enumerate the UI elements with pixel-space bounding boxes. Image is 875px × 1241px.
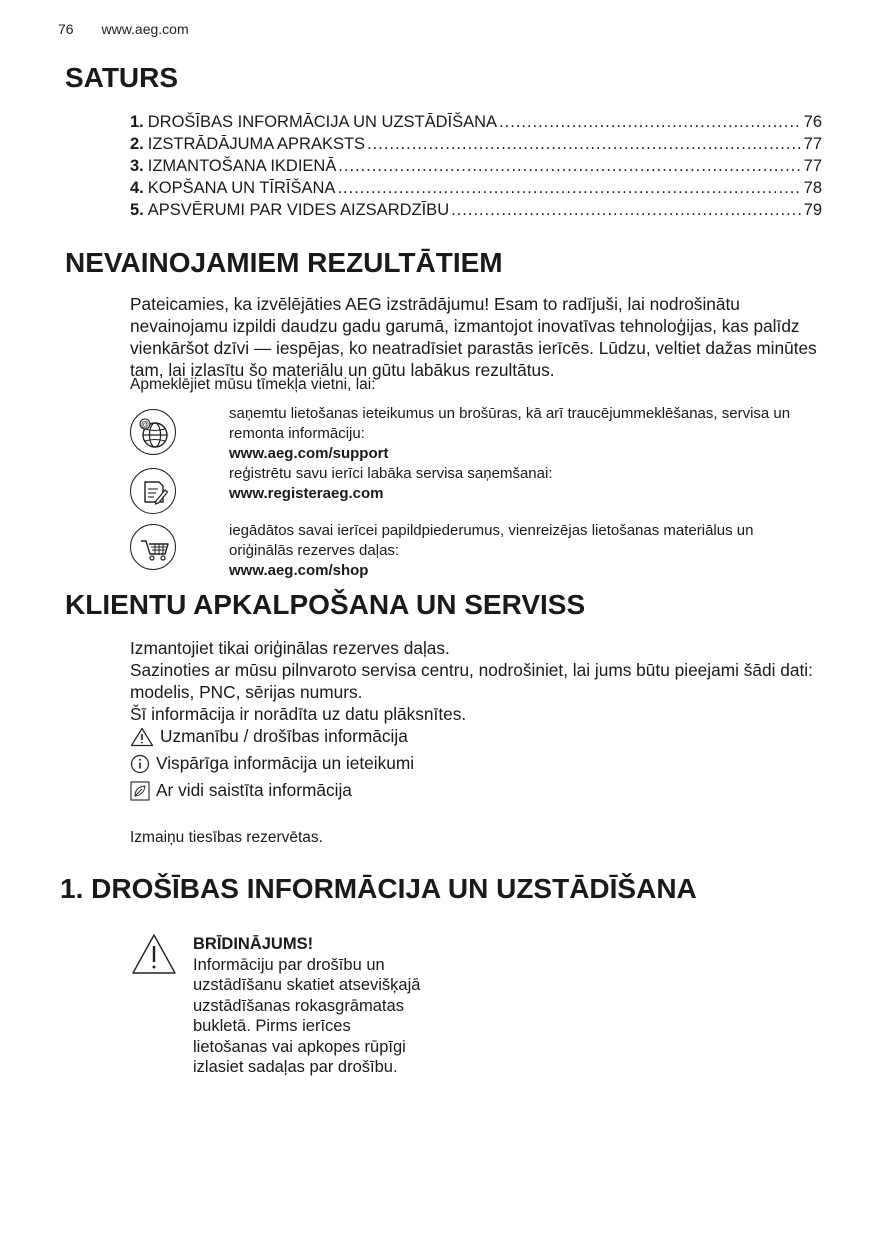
register-link[interactable]: www.registeraeg.com <box>229 485 384 502</box>
support-item: saņemtu lietošanas ieteikumus un brošūras, kā arī traucējummeklēšanas, servisa un remonta informāciju: www.aeg.com/support <box>229 404 819 464</box>
toc-item-label: DROŠĪBAS INFORMĀCIJA UN UZSTĀDĪŠANA <box>147 113 498 131</box>
info-icon <box>130 754 150 774</box>
shop-link[interactable]: www.aeg.com/shop <box>229 562 369 579</box>
toc-item-page: 77 <box>803 135 822 153</box>
globe-icon <box>130 409 176 455</box>
table-of-contents <box>130 111 822 221</box>
toc-item-label: IZMANTOŠANA IKDIENĀ <box>147 157 337 175</box>
toc-item[interactable]: 1. DROŠĪBAS INFORMĀCIJA UN UZSTĀDĪŠANA ..... 76 <box>130 111 822 133</box>
warning-icon <box>130 727 154 747</box>
legend-info <box>130 753 414 774</box>
shop-item: iegādātos savai ierīcei papildpiederumus, vienreizējas lietošanas materiālus un oriģinālās rezerves daļas: www.aeg.com/shop <box>229 521 819 581</box>
legend-label: Ar vidi saistīta informācija <box>156 780 352 800</box>
toc-item[interactable]: 3. IZMANTOŠANA IKDIENĀ ..... 77 <box>130 155 822 177</box>
warning-title: BRĪDINĀJUMS! <box>193 935 314 953</box>
rights-notice: Izmaiņu tiesības rezervētas. <box>130 829 323 846</box>
support-link[interactable]: www.aeg.com/support <box>229 445 389 462</box>
page-header <box>58 21 189 37</box>
leaf-icon <box>130 781 150 801</box>
toc-item-page: 78 <box>803 179 822 197</box>
register-item: reģistrētu savu ierīci labāka servisa saņemšanai: www.registeraeg.com <box>229 464 819 504</box>
svg-text:@: @ <box>141 420 149 429</box>
toc-item-page: 79 <box>803 201 822 219</box>
toc-item[interactable]: 2. IZSTRĀDĀJUMA APRAKSTS ..... 77 <box>130 133 822 155</box>
toc-item[interactable]: 5. APSVĒRUMI PAR VIDES AIZSARDZĪBU ..... 79 <box>130 199 822 221</box>
toc-item-label: APSVĒRUMI PAR VIDES AIZSARDZĪBU <box>147 201 450 219</box>
toc-item[interactable]: 4. KOPŠANA UN TĪRĪŠANA ..... 78 <box>130 177 822 199</box>
header-url: www.aeg.com <box>101 21 189 37</box>
toc-item-label: IZSTRĀDĀJUMA APRAKSTS <box>147 135 366 153</box>
toc-item-page: 77 <box>803 157 822 175</box>
results-title: NEVAINOJAMIEM REZULTĀTIEM <box>65 247 503 278</box>
intro-paragraph: Pateicamies, ka izvēlējāties AEG izstrādājumu! Esam to radījuši, lai nodrošinātu nevainojamu izpildi daudzu gadu garumā, izmantojot inovatīvas tehnoloģijas, kas palīdz vienkāršot dzīvi — iespējas, ko neatradīsiet parastās ierīcēs. Lūdzu, veltiet dažas minūtes tam, lai izlasītu šo materiālu un gūtu labākus rezultātus. <box>130 294 817 380</box>
legend-warning <box>130 726 408 747</box>
legend-label: Vispārīga informācija un ieteikumi <box>156 753 415 773</box>
toc-title: SATURS <box>65 62 179 93</box>
register-icon <box>130 468 176 514</box>
warning-text: Informāciju par drošību un uzstādīšanu skatiet atsevišķajā uzstādīšanas rokasgrāmatas bukletā. Pirms ierīces lietošanas vai apkopes rūpīgi izlasiet sadaļas par drošību. <box>193 955 421 1076</box>
legend-environment <box>130 780 352 801</box>
warning-block <box>193 934 423 1078</box>
visit-label: Apmeklējiet mūsu tīmekļa vietni, lai: <box>130 376 376 393</box>
service-title: KLIENTU APKALPOŠANA UN SERVISS <box>65 589 586 620</box>
safety-title: 1. DROŠĪBAS INFORMĀCIJA UN UZSTĀDĪŠANA <box>60 873 697 904</box>
service-text: Izmantojiet tikai oriģinālas rezerves daļas. Sazinoties ar mūsu pilnvaroto servisa centru, nodrošiniet, lai jums būtu pieejami šādi dati: modelis, PNC, sērijas numurs. Šī informācija ir norādīta uz datu plāksnītes. <box>130 638 813 724</box>
warning-icon <box>131 933 177 980</box>
shopping-cart-icon <box>130 524 176 570</box>
toc-item-label: KOPŠANA UN TĪRĪŠANA <box>147 179 336 197</box>
page-number: 76 <box>58 21 74 37</box>
legend-label: Uzmanību / drošības informācija <box>160 726 408 746</box>
toc-item-page: 76 <box>803 113 822 131</box>
